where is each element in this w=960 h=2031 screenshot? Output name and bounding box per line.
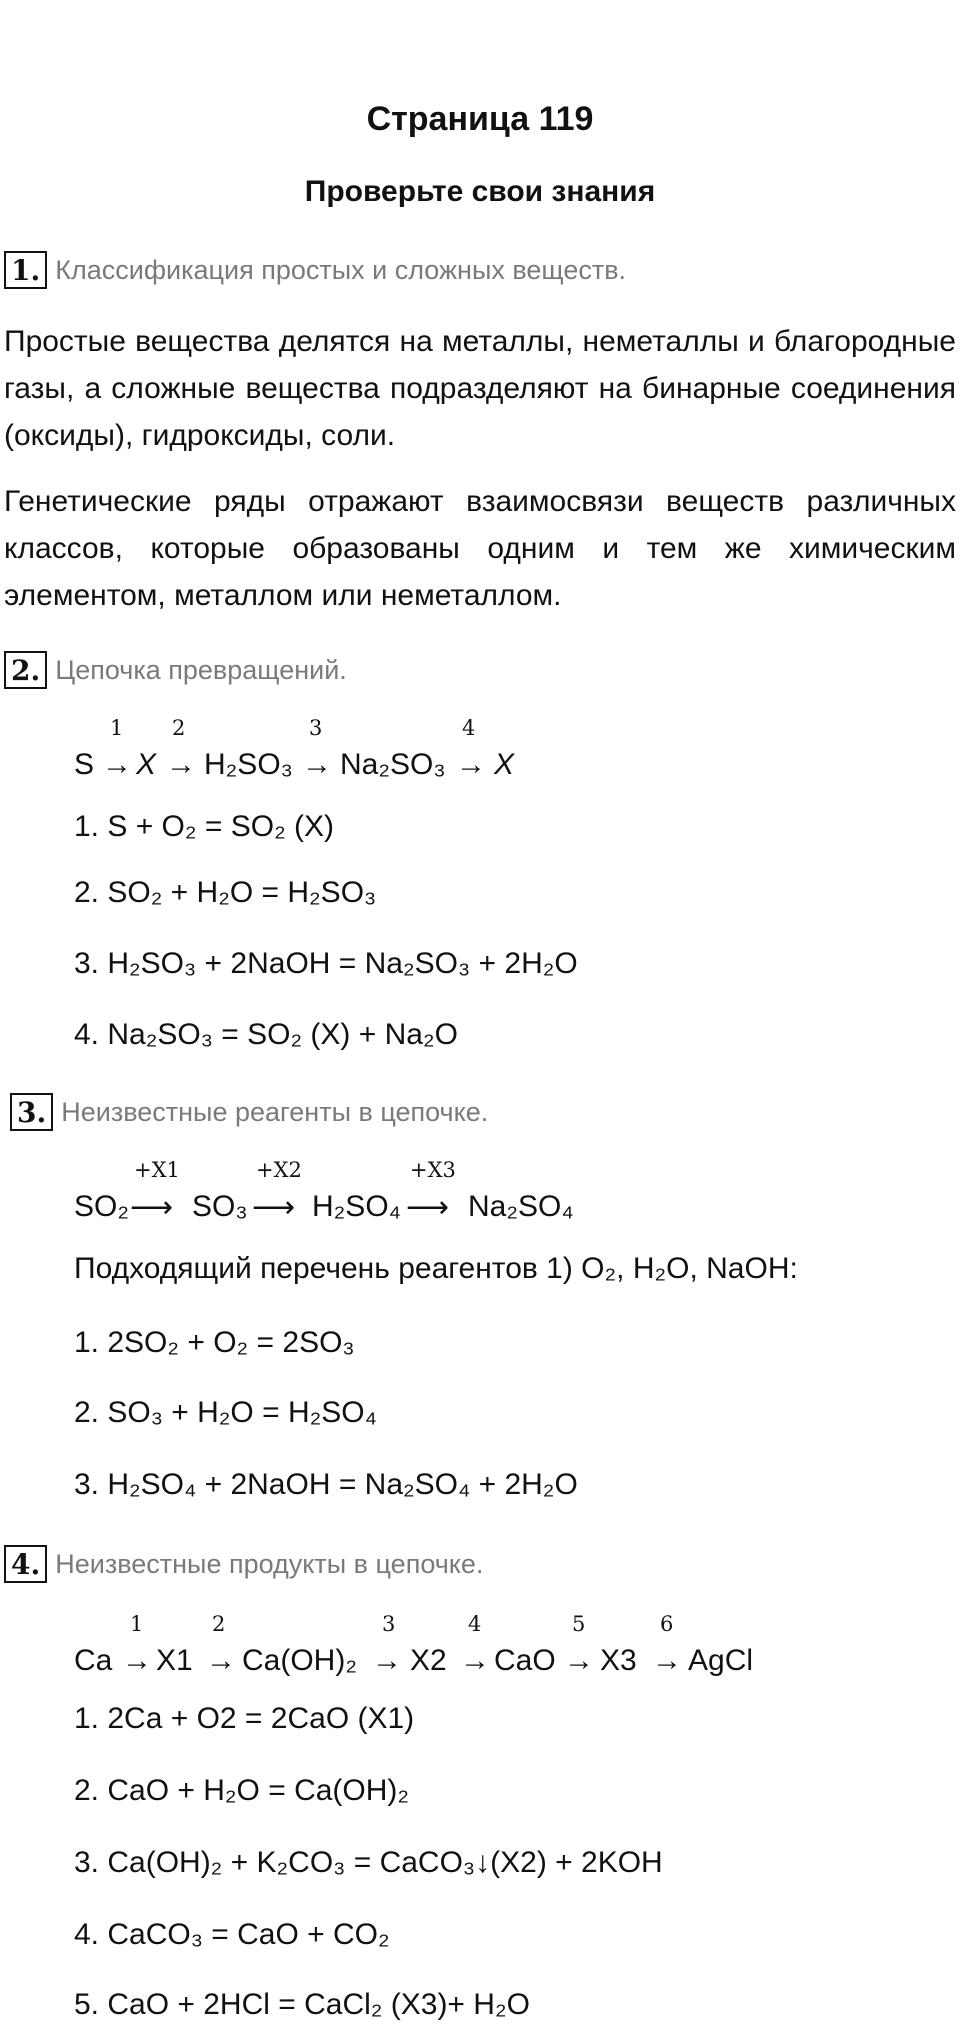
chain-arrow: →	[456, 748, 486, 781]
chain-arrow: →	[122, 1644, 152, 1677]
chain-step-label: 2	[172, 716, 186, 740]
chain-token: S	[74, 748, 95, 781]
task-3-chain	[74, 1158, 594, 1238]
chain-token: SO₂	[74, 1190, 129, 1223]
task-number-4: 4.	[4, 1545, 47, 1583]
chain-token: X2	[410, 1644, 447, 1677]
task-4-equation-4: 4. CaCO₃ = CaO + CO₂	[74, 1918, 390, 1951]
task-4-equation-2: 2. CaO + H₂O = Ca(OH)₂	[74, 1774, 410, 1807]
task-number-1: 1.	[4, 251, 47, 289]
chain-arrow: →	[372, 1644, 402, 1677]
task-4-header	[4, 1542, 483, 1586]
chain-step-label: 1	[130, 1612, 144, 1636]
chain-token: X	[136, 748, 157, 781]
chain-step-label: 4	[462, 716, 476, 740]
task-3-equation-3: 3. H₂SO₄ + 2NaOH = Na₂SO₄ + 2H₂O	[74, 1468, 578, 1501]
task-2-title: Цепочка превращений.	[55, 654, 347, 685]
chain-step-label: +X2	[256, 1158, 302, 1182]
chain-token: X	[494, 748, 515, 781]
task-3-header	[10, 1090, 488, 1134]
chain-step-label: 6	[660, 1612, 674, 1636]
page-title: Страница 119	[366, 100, 594, 138]
chain-arrow: →	[206, 1644, 236, 1677]
chain-step-label: 1	[110, 716, 124, 740]
chain-step-label: +X3	[410, 1158, 456, 1182]
chain-arrow: →	[102, 748, 132, 781]
task-3-title: Неизвестные реагенты в цепочке.	[61, 1096, 489, 1127]
task-2-equation-1: 1. S + O₂ = SO₂ (X)	[74, 810, 335, 843]
chain-token: X3	[600, 1644, 637, 1677]
chain-arrow: →	[652, 1644, 682, 1677]
chain-step-label: 3	[382, 1612, 396, 1636]
chain-token: X1	[156, 1644, 193, 1677]
task-2-equation-2: 2. SO₂ + H₂O = H₂SO₃	[74, 876, 377, 909]
task-4-equation-1: 1. 2Ca + O2 = 2CaO (X1)	[74, 1702, 415, 1735]
chain-arrow: →	[166, 748, 196, 781]
chain-step-label: 2	[212, 1612, 226, 1636]
task-4-equation-5: 5. CaO + 2HCl = CaCl₂ (X3)+ H₂O	[74, 1988, 530, 2021]
task-2-chain	[74, 716, 554, 796]
chain-token: AgCl	[688, 1644, 754, 1677]
task-1-title: Классификация простых и сложных веществ.	[55, 254, 627, 285]
task-number-2: 2.	[4, 651, 47, 689]
chain-step-label: 4	[468, 1612, 482, 1636]
chain-token: CaO	[494, 1644, 556, 1677]
task-1-paragraph-2: Генетические ряды отражают взаимосвязи веществ различных классов, которые образованы одним и тем же химическим элементом, металлом или неметаллом.	[4, 485, 956, 612]
task-1-header	[4, 248, 626, 292]
chain-token: Ca(OH)₂	[242, 1644, 357, 1677]
task-3-equation-1: 1. 2SO₂ + O₂ = 2SO₃	[74, 1326, 355, 1359]
chain-token: H₂SO₃	[204, 748, 293, 781]
task-2-header	[4, 648, 347, 692]
chain-token: Ca	[74, 1644, 113, 1677]
chain-arrow: ⟶	[252, 1191, 296, 1224]
chain-step-label: +X1	[134, 1158, 180, 1182]
chain-arrow: →	[302, 748, 332, 781]
chain-token: Na₂SO₃	[340, 748, 446, 781]
chain-arrow: ⟶	[130, 1191, 174, 1224]
chain-token: SO₃	[192, 1190, 248, 1223]
task-2-equation-4: 4. Na₂SO₃ = SO₂ (X) + Na₂O	[74, 1018, 458, 1051]
task-4-equation-3: 3. Ca(OH)₂ + K₂CO₃ = CaCO₃↓(X2) + 2KOH	[74, 1846, 663, 1879]
task-4-chain	[74, 1612, 774, 1692]
chain-token: Na₂SO₄	[468, 1190, 574, 1223]
task-1-paragraph-1: Простые вещества делятся на металлы, неметаллы и благородные газы, а сложные вещества подразделяют на бинарные соединения (оксиды), гидроксиды, соли.	[4, 325, 956, 452]
chain-step-label: 3	[309, 716, 323, 740]
task-3-answer: Подходящий перечень реагентов 1) O₂, H₂O, NaOH:	[74, 1252, 798, 1285]
page-subtitle: Проверьте свои знания	[304, 175, 656, 208]
task-number-3: 3.	[10, 1093, 53, 1131]
chain-token: H₂SO₄	[312, 1190, 401, 1223]
task-3-equation-2: 2. SO₃ + H₂O = H₂SO₄	[74, 1396, 377, 1429]
chain-step-label: 5	[572, 1612, 586, 1636]
chain-arrow: ⟶	[406, 1191, 450, 1224]
chain-arrow: →	[460, 1644, 490, 1677]
task-2-equation-3: 3. H₂SO₃ + 2NaOH = Na₂SO₃ + 2H₂O	[74, 947, 578, 980]
chain-arrow: →	[564, 1644, 594, 1677]
task-4-title: Неизвестные продукты в цепочке.	[55, 1548, 484, 1579]
